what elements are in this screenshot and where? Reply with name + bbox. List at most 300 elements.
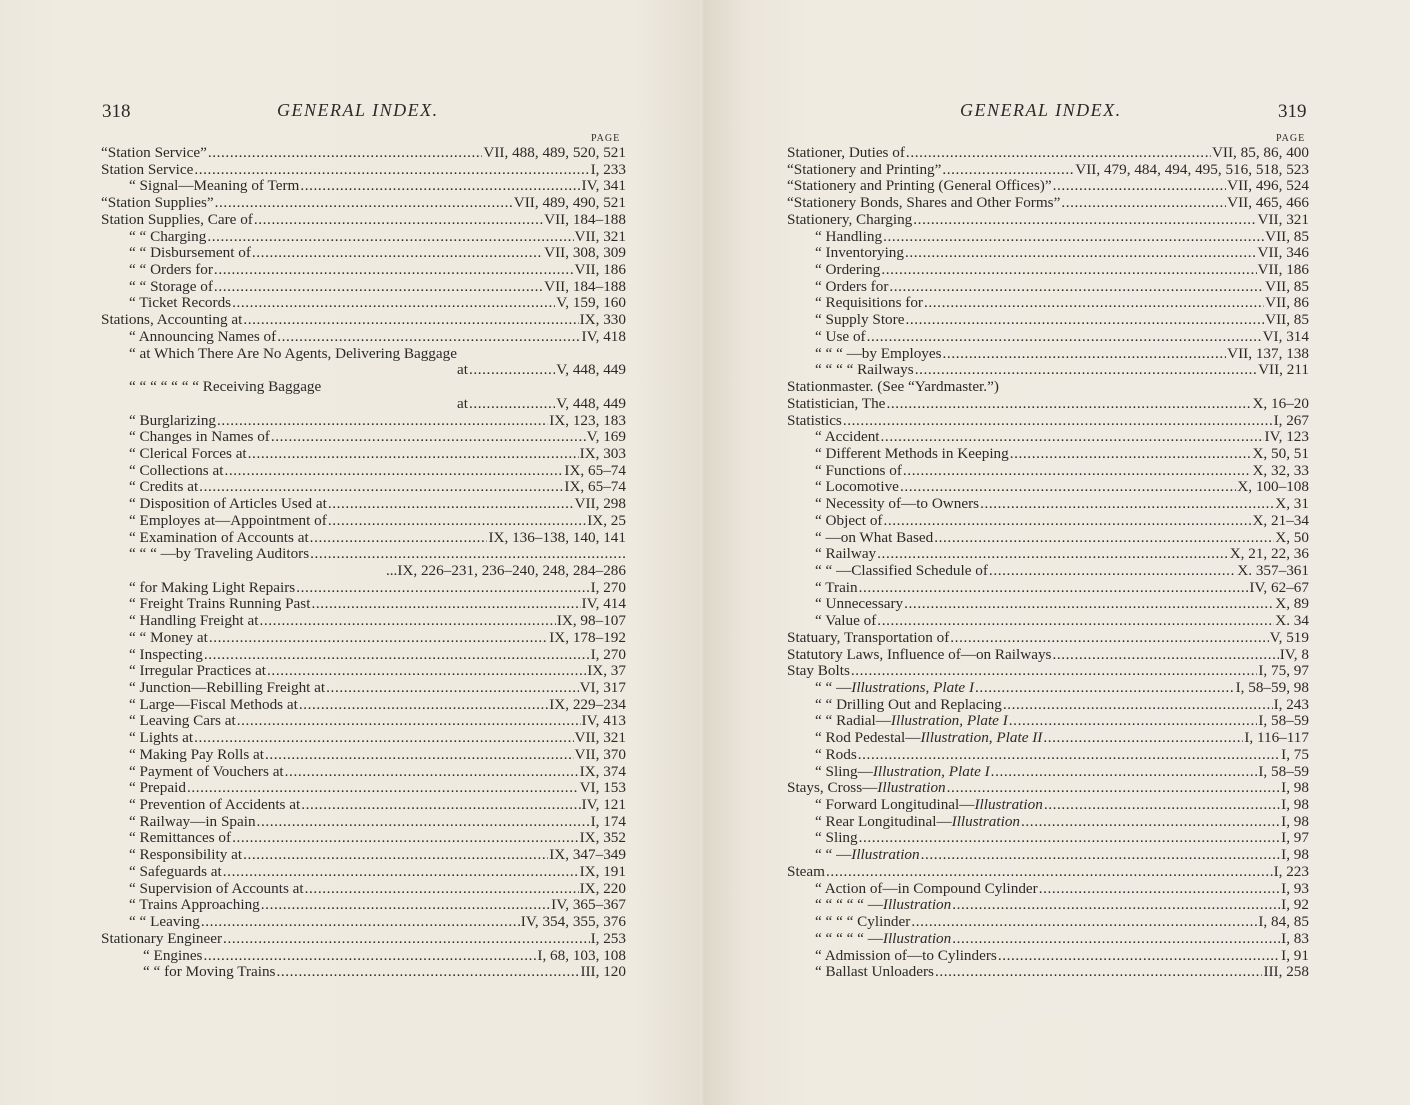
index-entry-heading: “ Burglarizing <box>129 412 217 429</box>
index-entry-reference: I, 58–59 <box>1258 713 1309 730</box>
index-entry <box>101 479 626 496</box>
index-entry-heading: “ Payment of Vouchers at <box>129 763 284 780</box>
dot-leader <box>260 613 556 630</box>
index-entry <box>101 429 626 446</box>
index-entry <box>787 513 1309 530</box>
dot-leader <box>826 864 1273 881</box>
index-entry-heading: Stationmaster. (See “Yardmaster.”) <box>787 379 999 396</box>
index-entry-heading: “ Junction—Rebilling Freight at <box>129 680 326 696</box>
index-entry <box>101 647 626 664</box>
index-entry-heading: “ Engines <box>143 947 203 964</box>
dot-leader <box>881 429 1264 446</box>
index-entry-reference: V, 448, 449 <box>556 362 626 379</box>
dot-leader <box>975 680 1235 697</box>
dot-leader <box>469 362 555 379</box>
index-entry-illustration: Illustration, Plate I <box>890 713 1008 730</box>
dot-leader <box>299 697 548 714</box>
index-entry-heading <box>815 764 990 781</box>
index-entry <box>101 413 626 430</box>
index-entry-reference: IV, 413 <box>581 713 626 730</box>
index-entry <box>101 162 626 179</box>
index-entry <box>787 429 1309 446</box>
dot-leader <box>326 680 578 697</box>
index-entry-heading: “ Safeguards at <box>129 863 222 880</box>
index-entry-heading: “ for Making Light Repairs <box>129 579 296 596</box>
index-entry-heading: “ Admission of—to Cylinders <box>815 947 997 964</box>
dot-leader <box>1043 730 1243 747</box>
index-entry-reference: I, 58–59, 98 <box>1235 680 1309 696</box>
index-entry-reference: VII, 184–188 <box>544 278 626 295</box>
dot-leader <box>1021 814 1280 831</box>
dot-leader <box>905 245 1257 262</box>
index-entry-reference: I, 270 <box>590 579 626 596</box>
index-entry-reference: X, 21, 22, 36 <box>1229 546 1309 563</box>
index-entry-heading: “ Action of—in Compound Cylinder <box>815 880 1038 897</box>
index-entry <box>787 647 1309 664</box>
index-entry-heading <box>815 713 1008 730</box>
index-entry <box>101 613 626 630</box>
index-entry-reference: VII, 86 <box>1265 295 1309 312</box>
dot-leader <box>913 212 1256 229</box>
index-entry-reference: IV, 8 <box>1279 646 1309 663</box>
index-entry <box>787 178 1309 195</box>
index-entry-heading: Station Supplies, Care of <box>101 211 253 228</box>
index-entry-heading: “ Large—Fiscal Methods at <box>129 696 298 713</box>
index-entry <box>787 897 1309 914</box>
index-entry-heading: “ Inspecting <box>129 646 203 663</box>
dot-leader <box>1009 713 1258 730</box>
index-entry-reference: VII, 137, 138 <box>1227 345 1309 362</box>
index-entry-heading: “ Accident <box>815 429 880 446</box>
dot-leader <box>989 563 1236 580</box>
index-entry-reference: X. 357–361 <box>1237 562 1309 579</box>
index-column-left <box>101 145 626 981</box>
index-entry-reference: IX, 123, 183 <box>549 412 626 429</box>
index-entry <box>101 764 626 781</box>
index-entry <box>101 279 626 296</box>
index-entry <box>787 245 1309 262</box>
index-entry-reference: I, 75 <box>1281 746 1309 763</box>
index-entry <box>101 178 626 195</box>
dot-leader <box>851 663 1258 680</box>
dot-leader <box>469 396 555 413</box>
index-entry-heading: “ Employes at—Appointment of <box>129 512 327 529</box>
dot-leader <box>904 596 1274 613</box>
dot-leader <box>215 195 513 212</box>
dot-leader <box>921 847 1281 864</box>
index-entry <box>787 864 1309 881</box>
index-entry <box>101 463 626 480</box>
index-entry-reference: VII, 370 <box>574 746 626 763</box>
index-entry <box>787 630 1309 647</box>
index-entry-illustration: Illustration, Plate II <box>920 730 1043 747</box>
dot-leader <box>214 279 543 296</box>
index-entry-heading: “ “ Disbursement of <box>129 245 251 262</box>
dot-leader <box>942 162 1074 179</box>
index-entry-reference: VII, 479, 484, 494, 495, 516, 518, 523 <box>1075 161 1309 178</box>
dot-leader <box>199 479 563 496</box>
dot-leader <box>915 362 1257 379</box>
dot-leader <box>232 295 555 312</box>
index-entry-heading-text: “ Sling— <box>815 763 873 780</box>
index-entry-heading: “ “ for Moving Trains <box>143 964 276 981</box>
index-entry-reference: VII, 85 <box>1265 228 1309 245</box>
index-entry <box>787 346 1309 363</box>
index-entry <box>787 145 1309 162</box>
index-entry-heading: “ Clerical Forces at <box>129 445 247 462</box>
dot-leader <box>1010 446 1252 463</box>
index-entry-reference: I, 267 <box>1273 412 1309 429</box>
index-entry-heading: “ Signal—Meaning of Term <box>129 178 300 195</box>
index-entry <box>787 847 1309 864</box>
index-entry <box>787 663 1309 680</box>
index-entry-heading: “ Supervision of Accounts at <box>129 880 304 897</box>
index-entry <box>101 964 626 981</box>
index-entry-heading: “ Ordering <box>815 262 881 279</box>
index-entry-heading: “ Use of <box>815 328 866 345</box>
index-entry <box>787 830 1309 847</box>
index-entry-heading: at <box>457 362 468 379</box>
index-entry <box>101 396 626 413</box>
index-entry-heading-text: “ Rear Longitudinal— <box>815 813 952 830</box>
dot-leader <box>237 713 581 730</box>
page-number: 319 <box>1278 101 1307 122</box>
index-entry <box>787 530 1309 547</box>
index-entry-reference: I, 270 <box>590 646 626 663</box>
index-entry-reference: IX, 191 <box>579 863 626 880</box>
index-entry-reference: IX, 25 <box>587 512 626 529</box>
dot-leader <box>204 647 590 664</box>
index-entry-reference: VII, 184–188 <box>544 211 626 228</box>
index-entry-heading <box>815 897 951 914</box>
index-entry <box>101 864 626 881</box>
index-entry-heading: “ Ballast Unloaders <box>815 964 934 981</box>
index-entry-heading: Statuary, Transportation of <box>787 629 950 646</box>
index-entry-heading: “ Remittances of <box>129 830 232 847</box>
index-entry-heading: “Stationery Bonds, Shares and Other Forms” <box>787 195 1061 212</box>
dot-leader <box>924 295 1264 312</box>
index-entry <box>101 881 626 898</box>
index-entry <box>787 413 1309 430</box>
index-entry-heading: “ Prepaid <box>129 780 186 797</box>
index-entry <box>101 513 626 530</box>
running-head: GENERAL INDEX. <box>277 100 439 120</box>
dot-leader <box>903 463 1252 480</box>
dot-leader <box>1003 697 1273 714</box>
index-entry-reference: VII, 465, 466 <box>1227 195 1309 212</box>
index-entry-heading: Stationery, Charging <box>787 211 913 228</box>
dot-leader <box>243 847 548 864</box>
index-entry <box>787 680 1309 697</box>
index-entry-reference: IX, 136–138, 140, 141 <box>488 529 626 546</box>
dot-leader <box>310 546 625 563</box>
index-entry <box>787 563 1309 580</box>
index-entry-reference: VII, 321 <box>574 730 626 747</box>
index-entry <box>101 780 626 797</box>
index-entry <box>787 580 1309 597</box>
dot-leader <box>209 630 548 647</box>
index-entry-heading: “ Prevention of Accidents at <box>129 797 301 814</box>
dot-leader <box>328 513 586 530</box>
dot-leader <box>843 413 1273 430</box>
index-entry <box>787 463 1309 480</box>
index-entry-heading: “ Lights at <box>129 730 194 747</box>
dot-leader <box>980 496 1274 513</box>
index-entry-reference: IV, 418 <box>581 328 626 345</box>
index-entry-heading: “Station Service” <box>101 145 207 161</box>
index-entry-heading-text: “ “ — <box>815 680 852 696</box>
index-entry-heading <box>815 847 920 864</box>
index-entry-reference: VII, 488, 489, 520, 521 <box>483 145 626 161</box>
index-entry-heading: “ “ Charging <box>129 228 207 245</box>
index-entry-heading <box>815 797 1043 814</box>
index-entry <box>787 713 1309 730</box>
index-entry <box>101 145 626 162</box>
dot-leader <box>285 764 579 781</box>
index-entry-heading: “ Handling Freight at <box>129 613 259 630</box>
index-entry-heading: Stationary Engineer <box>101 930 223 947</box>
dot-leader <box>867 329 1262 346</box>
index-entry <box>101 697 626 714</box>
index-entry <box>101 312 626 329</box>
index-entry-heading: “ Sling <box>815 830 858 847</box>
index-entry <box>787 546 1309 563</box>
index-entry <box>101 563 626 580</box>
index-entry <box>101 663 626 680</box>
index-entry-heading: “ “ Storage of <box>129 278 213 295</box>
index-entry <box>101 797 626 814</box>
index-entry-reference: I, 75, 97 <box>1258 663 1309 680</box>
dot-leader <box>296 580 589 597</box>
index-entry-reference: VII, 496, 524 <box>1227 178 1309 195</box>
index-entry-reference: X, 21–34 <box>1252 512 1309 529</box>
index-entry-heading: Steam <box>787 863 825 880</box>
index-entry-reference: IV, 123 <box>1264 429 1309 446</box>
index-entry-reference: IX, 178–192 <box>549 629 626 646</box>
index-entry-reference: VII, 85 <box>1265 312 1309 329</box>
index-entry-heading: “ “ —Classified Schedule of <box>815 562 988 579</box>
index-entry <box>787 747 1309 764</box>
index-entry <box>787 496 1309 513</box>
index-entry <box>101 546 626 563</box>
index-entry <box>101 931 626 948</box>
index-entry-heading: Stations, Accounting at <box>101 312 243 329</box>
dot-leader <box>208 145 483 162</box>
index-entry-reference: I, 84, 85 <box>1258 914 1309 931</box>
index-entry <box>787 931 1309 948</box>
index-entry-heading: “ Making Pay Rolls at <box>129 746 264 763</box>
dot-leader <box>911 914 1257 931</box>
index-entry-reference: VII, 346 <box>1257 245 1309 262</box>
dot-leader <box>877 546 1229 563</box>
index-entry-heading: “ “ “ “ “ “ “ Receiving Baggage <box>129 379 322 396</box>
index-column-right <box>787 145 1309 981</box>
index-entry-reference: VII, 85, 86, 400 <box>1211 145 1309 161</box>
dot-leader <box>935 964 1263 981</box>
dot-leader <box>900 479 1236 496</box>
index-entry-reference: X. 34 <box>1275 613 1309 630</box>
index-entry <box>101 680 626 697</box>
dot-leader <box>203 948 536 965</box>
dot-leader <box>950 630 1268 647</box>
index-entry-heading: “ Orders for <box>815 278 889 295</box>
index-entry-reference: IV, 354, 355, 376 <box>520 914 626 931</box>
index-entry-reference: V, 169 <box>586 429 626 446</box>
dot-leader <box>322 379 625 396</box>
dot-leader <box>883 513 1251 530</box>
index-entry-heading: “ Object of <box>815 512 883 529</box>
index-entry-reference: I, 233 <box>590 161 626 178</box>
dot-leader <box>310 530 488 547</box>
dot-leader <box>858 747 1280 764</box>
dot-leader <box>201 914 520 931</box>
index-entry <box>787 195 1309 212</box>
index-entry-heading-text: Stays, Cross— <box>787 780 878 797</box>
index-entry-reference: IX, 98–107 <box>556 613 626 630</box>
index-entry <box>101 830 626 847</box>
dot-leader <box>952 897 1280 914</box>
dot-leader <box>883 229 1264 246</box>
index-entry-illustration: Illustration <box>951 813 1021 830</box>
dot-leader <box>947 780 1281 797</box>
index-entry <box>101 212 626 229</box>
dot-leader <box>267 663 586 680</box>
index-entry-heading: “ “ “ “ Railways <box>815 362 914 379</box>
dot-leader <box>300 178 580 195</box>
dot-leader <box>187 780 579 797</box>
index-entry-heading: “ Credits at <box>129 479 199 496</box>
dot-leader <box>265 747 574 764</box>
index-entry <box>101 329 626 346</box>
index-entry-reference: IV, 121 <box>581 797 626 814</box>
index-entry-reference: X, 100–108 <box>1237 479 1309 496</box>
index-entry-heading-text: “ “ — <box>815 847 852 864</box>
dot-leader <box>277 329 580 346</box>
dot-leader <box>877 613 1274 630</box>
index-entry-heading-text: “ Forward Longitudinal— <box>815 797 975 814</box>
index-entry-heading: “ Trains Approaching <box>129 897 260 914</box>
index-entry-reference: IX, 347–349 <box>549 847 626 864</box>
right-page <box>705 0 1410 1105</box>
index-entry <box>101 730 626 747</box>
index-entry-reference: V, 159, 160 <box>556 295 626 312</box>
index-entry-heading <box>787 780 946 797</box>
index-entry <box>787 479 1309 496</box>
dot-leader <box>1053 178 1227 195</box>
index-entry-reference: IV, 62–67 <box>1249 579 1309 596</box>
index-entry <box>787 295 1309 312</box>
index-entry-heading: “ Irregular Practices at <box>129 663 267 680</box>
index-entry-heading: “ Locomotive <box>815 479 899 496</box>
index-entry-heading: “ Responsibility at <box>129 847 243 864</box>
index-entry-heading-text: “ “ “ “ “ — <box>815 930 883 947</box>
index-entry-reference: VI, 314 <box>1262 328 1309 345</box>
dot-leader <box>254 212 543 229</box>
index-entry-heading <box>815 814 1020 831</box>
index-entry-reference: I, 243 <box>1273 696 1309 713</box>
index-entry-heading: “Station Supplies” <box>101 195 214 212</box>
index-entry-reference: IV, 341 <box>581 178 626 195</box>
index-entry-reference: VII, 321 <box>1257 211 1309 228</box>
index-entry <box>787 797 1309 814</box>
index-entry <box>101 847 626 864</box>
index-entry-reference: I, 98 <box>1281 780 1309 797</box>
index-entry <box>101 713 626 730</box>
index-entry <box>787 948 1309 965</box>
index-entry-reference: VI, 317 <box>579 680 626 696</box>
index-entry <box>787 814 1309 831</box>
index-entry <box>101 530 626 547</box>
index-entry-reference: VII, 308, 309 <box>544 245 626 262</box>
index-entry-heading: “ Examination of Accounts at <box>129 529 309 546</box>
index-entry-heading-text: “ “ “ “ “ — <box>815 897 883 914</box>
running-head: GENERAL INDEX. <box>960 100 1122 120</box>
index-entry-reference: X, 89 <box>1275 596 1309 613</box>
dot-leader <box>859 580 1249 597</box>
index-entry-heading: “ Different Methods in Keeping <box>815 445 1009 462</box>
index-entry-heading: “ “ Leaving <box>129 914 200 931</box>
index-entry-reference: IV, 414 <box>581 596 626 613</box>
index-entry <box>787 262 1309 279</box>
index-entry-heading: “ at Which There Are No Agents, Delivering Baggage <box>129 345 457 362</box>
index-entry-heading <box>815 931 951 948</box>
index-entry <box>101 295 626 312</box>
index-entry <box>787 162 1309 179</box>
dot-leader <box>906 145 1211 162</box>
index-entry <box>101 897 626 914</box>
index-entry-heading: “ Announcing Names of <box>129 328 277 345</box>
index-entry <box>101 379 626 396</box>
index-entry <box>787 379 1309 396</box>
dot-leader <box>223 931 590 948</box>
index-entry-illustration: Illustration <box>877 780 946 797</box>
index-entry-heading: “ Handling <box>815 228 883 245</box>
index-entry-reference: III, 120 <box>580 964 626 981</box>
dot-leader <box>1000 379 1308 396</box>
index-entry-heading: “ “ “ “ Cylinder <box>815 914 911 931</box>
index-entry <box>787 396 1309 413</box>
index-entry-heading: Statistician, The <box>787 395 886 412</box>
index-entry-reference: VII, 489, 490, 521 <box>513 195 626 212</box>
index-entry <box>787 212 1309 229</box>
index-entry-reference: IX, 65–74 <box>564 479 626 496</box>
dot-leader <box>301 797 580 814</box>
index-entry-reference: I, 58–59 <box>1258 763 1309 780</box>
index-entry-heading: “ Requisitions for <box>815 295 923 312</box>
index-entry <box>787 279 1309 296</box>
index-entry-reference: ...IX, 226–231, 236–240, 248, 284–286 <box>385 562 626 579</box>
index-entry <box>787 446 1309 463</box>
dot-leader <box>859 830 1281 847</box>
index-entry-heading: “ “ Money at <box>129 629 208 646</box>
index-entry-heading: “ Unnecessary <box>815 596 904 613</box>
index-entry-reference: X, 50 <box>1275 529 1309 546</box>
dot-leader <box>194 730 573 747</box>
index-entry-reference: I, 92 <box>1281 897 1309 914</box>
dot-leader <box>223 864 579 881</box>
index-entry-heading: Statutory Laws, Influence of—on Railways <box>787 646 1052 663</box>
dot-leader <box>252 245 543 262</box>
index-entry-reference: I, 93 <box>1281 880 1309 897</box>
index-entry <box>787 312 1309 329</box>
dot-leader <box>991 764 1258 781</box>
index-entry <box>101 446 626 463</box>
index-entry-reference: VII, 85 <box>1265 278 1309 295</box>
index-entry-reference: I, 91 <box>1281 947 1309 964</box>
index-entry <box>787 362 1309 379</box>
dot-leader <box>305 881 579 898</box>
index-entry-heading: “ “ “ —by Employes <box>815 345 942 362</box>
